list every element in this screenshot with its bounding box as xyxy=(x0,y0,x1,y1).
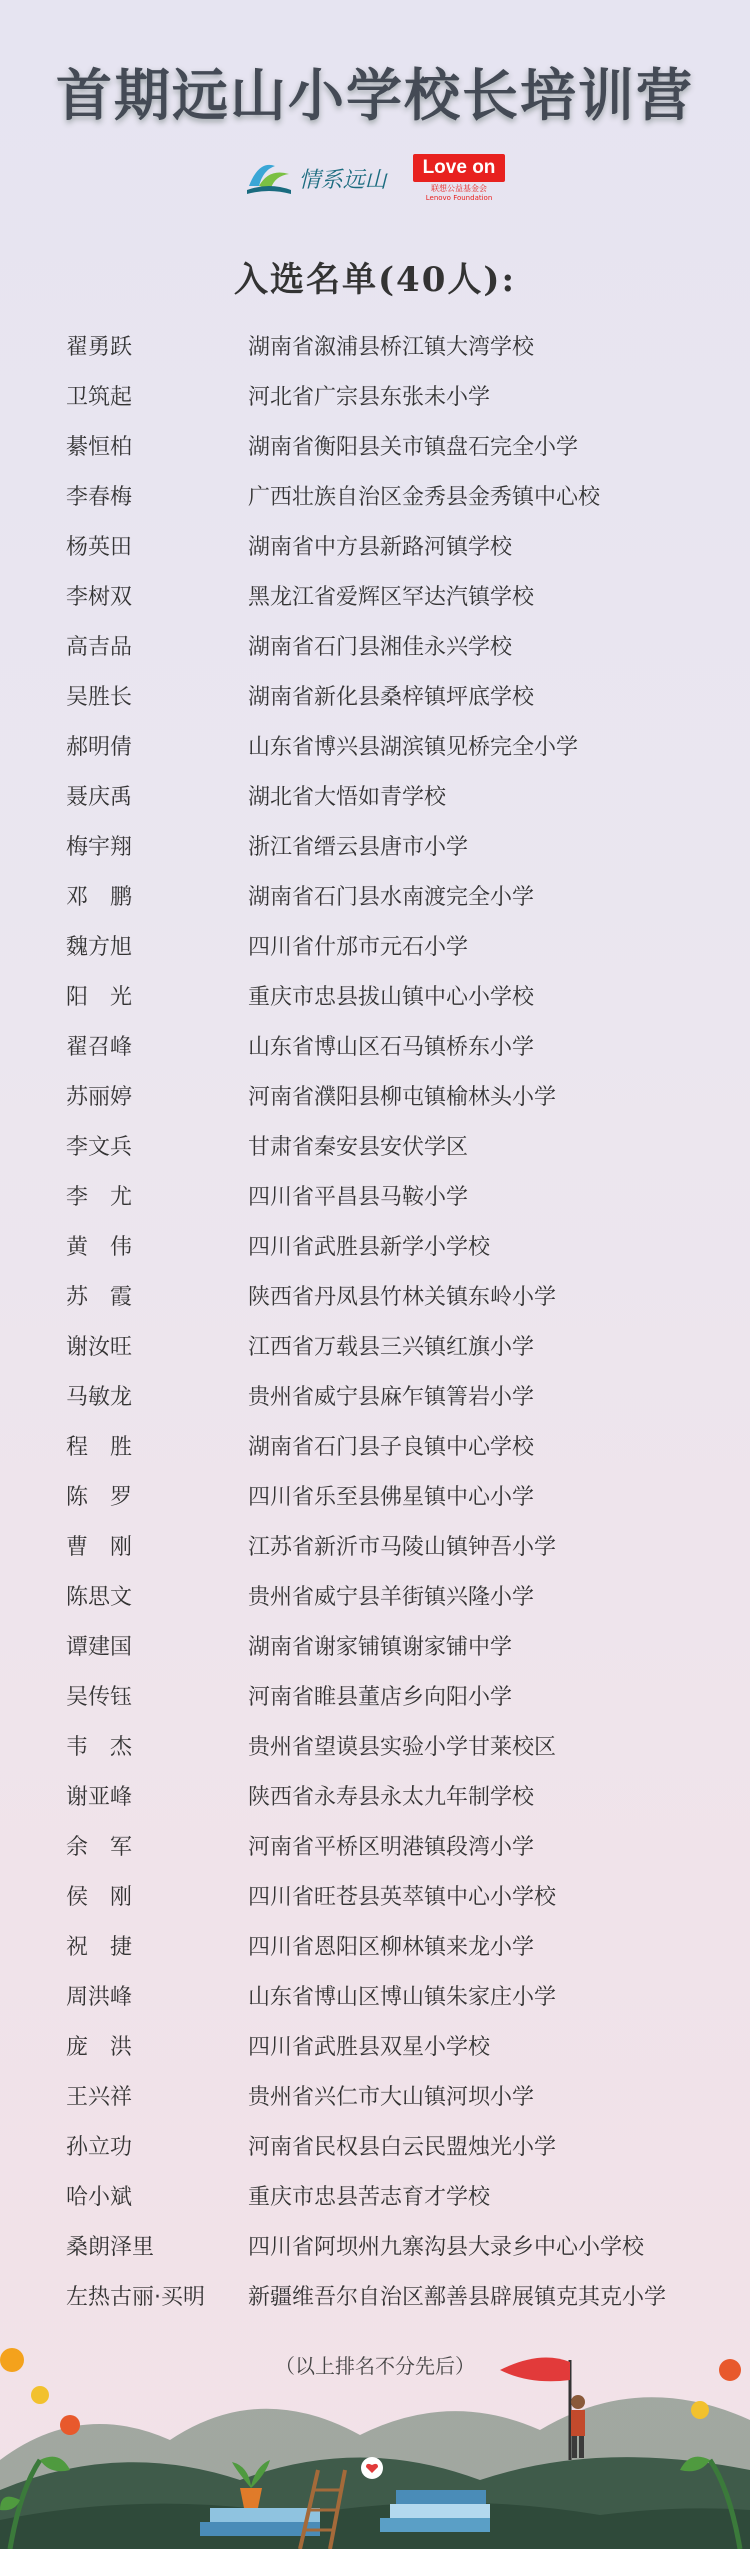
participant-list xyxy=(0,318,750,2318)
participant-name: 孙立功 xyxy=(66,2135,133,2160)
participant-name: 魏方旭 xyxy=(66,935,133,960)
participant-school: 湖南省溆浦县桥江镇大湾学校 xyxy=(248,335,535,360)
qingxi-logo-text: 情系远山 xyxy=(298,167,387,193)
list-item xyxy=(0,1818,750,1868)
participant-school: 河南省民权县白云民盟烛光小学 xyxy=(248,2135,557,2160)
participant-school: 浙江省缙云县唐市小学 xyxy=(248,835,469,860)
participant-school: 四川省乐至县佛星镇中心小学 xyxy=(248,1485,535,1510)
participant-school: 重庆市忠县苦志育才学校 xyxy=(248,2185,491,2210)
list-item xyxy=(0,518,750,568)
qingxi-logo-icon xyxy=(245,156,293,200)
participant-name: 王兴祥 xyxy=(66,2085,133,2110)
participant-school: 江苏省新沂市马陵山镇钟吾小学 xyxy=(248,1535,557,1560)
participant-school: 河南省平桥区明港镇段湾小学 xyxy=(248,1835,535,1860)
list-item xyxy=(0,1618,750,1668)
participant-name: 聂庆禹 xyxy=(66,785,133,810)
participant-name: 李春梅 xyxy=(66,485,133,510)
participant-school: 河北省广宗县东张未小学 xyxy=(248,385,491,410)
participant-school: 广西壮族自治区金秀县金秀镇中心校 xyxy=(248,485,601,510)
participant-school: 甘肃省秦安县安伏学区 xyxy=(248,1135,469,1160)
list-item xyxy=(0,768,750,818)
participant-school: 山东省博山区石马镇桥东小学 xyxy=(248,1035,535,1060)
list-item xyxy=(0,868,750,918)
participant-school: 湖南省新化县桑梓镇坪底学校 xyxy=(248,685,535,710)
list-item xyxy=(0,918,750,968)
participant-school: 湖北省大悟如青学校 xyxy=(248,785,447,810)
heart-bubble-icon xyxy=(361,2457,383,2479)
participant-school: 陕西省丹凤县竹林关镇东岭小学 xyxy=(248,1285,557,1310)
participant-school: 贵州省兴仁市大山镇河坝小学 xyxy=(248,2085,535,2110)
list-item xyxy=(0,1018,750,1068)
participant-name: 陈罗 xyxy=(66,1485,155,1510)
participant-school: 四川省平昌县马鞍小学 xyxy=(248,1185,469,1210)
participant-name: 马敏龙 xyxy=(66,1385,133,1410)
list-item xyxy=(0,468,750,518)
participant-name: 李尤 xyxy=(66,1185,155,1210)
list-item xyxy=(0,1068,750,1118)
participant-name: 杨英田 xyxy=(66,535,133,560)
participant-name: 曹刚 xyxy=(66,1535,155,1560)
participant-school: 山东省博山区博山镇朱家庄小学 xyxy=(248,1985,557,2010)
list-item xyxy=(0,368,750,418)
participant-name: 程胜 xyxy=(66,1435,155,1460)
participant-school: 湖南省谢家铺镇谢家铺中学 xyxy=(248,1635,513,1660)
participant-school: 河南省濮阳县柳屯镇榆林头小学 xyxy=(248,1085,557,1110)
list-item xyxy=(0,2018,750,2068)
list-item xyxy=(0,618,750,668)
list-item xyxy=(0,1718,750,1768)
participant-name: 吴胜长 xyxy=(66,685,133,710)
participant-school: 陕西省永寿县永太九年制学校 xyxy=(248,1785,535,1810)
participant-name: 綦恒柏 xyxy=(66,435,133,460)
participant-name: 梅宇翔 xyxy=(66,835,133,860)
participant-school: 河南省睢县董店乡向阳小学 xyxy=(248,1685,513,1710)
participant-name: 邓鹏 xyxy=(66,885,155,910)
participant-name: 谢汝旺 xyxy=(66,1335,133,1360)
list-item xyxy=(0,668,750,718)
participant-school: 四川省什邡市元石小学 xyxy=(248,935,469,960)
list-item xyxy=(0,1318,750,1368)
participant-name: 翟勇跃 xyxy=(66,335,133,360)
participant-school: 四川省武胜县双星小学校 xyxy=(248,2035,491,2060)
list-item xyxy=(0,818,750,868)
participant-name: 苏丽婷 xyxy=(66,1085,133,1110)
list-item xyxy=(0,1418,750,1468)
participant-name: 余军 xyxy=(66,1835,155,1860)
list-item xyxy=(0,2168,750,2218)
list-item xyxy=(0,1518,750,1568)
participant-school: 湖南省石门县水南渡完全小学 xyxy=(248,885,535,910)
participant-school: 江西省万载县三兴镇红旗小学 xyxy=(248,1335,535,1360)
participant-name: 左热古丽·买明 xyxy=(66,2285,205,2310)
participant-school: 四川省旺苍县英萃镇中心小学校 xyxy=(248,1885,557,1910)
participant-school: 湖南省石门县子良镇中心学校 xyxy=(248,1435,535,1460)
list-item xyxy=(0,1268,750,1318)
participant-name: 阳光 xyxy=(66,985,155,1010)
loveon-sub-en: Lenovo Foundation xyxy=(425,194,493,202)
participant-name: 谢亚峰 xyxy=(66,1785,133,1810)
logo-bar xyxy=(0,152,750,204)
list-item xyxy=(0,1918,750,1968)
participant-school: 湖南省石门县湘佳永兴学校 xyxy=(248,635,513,660)
participant-school: 贵州省威宁县羊街镇兴隆小学 xyxy=(248,1585,535,1610)
list-heading: 入选名单(40人): xyxy=(233,260,517,300)
list-item xyxy=(0,1768,750,1818)
list-item xyxy=(0,1468,750,1518)
list-item xyxy=(0,1218,750,1268)
loveon-sub-cn: 联想公益基金会 xyxy=(431,184,487,193)
participant-name: 郝明倩 xyxy=(66,735,133,760)
participant-school: 湖南省衡阳县关市镇盘石完全小学 xyxy=(248,435,579,460)
list-item xyxy=(0,968,750,1018)
list-item xyxy=(0,1118,750,1168)
page-title: 首期远山小学校长培训营 xyxy=(56,63,694,129)
participant-school: 新疆维吾尔自治区鄯善县辟展镇克其克小学 xyxy=(248,2285,667,2310)
participant-name: 黄伟 xyxy=(66,1235,155,1260)
ranking-note: （以上排名不分先后） xyxy=(275,2354,475,2378)
participant-name: 高吉品 xyxy=(66,635,133,660)
participant-school: 湖南省中方县新路河镇学校 xyxy=(248,535,513,560)
participant-name: 侯刚 xyxy=(66,1885,155,1910)
participant-name: 李文兵 xyxy=(66,1135,133,1160)
list-item xyxy=(0,1968,750,2018)
list-item xyxy=(0,1368,750,1418)
list-item xyxy=(0,2068,750,2118)
list-item xyxy=(0,418,750,468)
participant-school: 贵州省望谟县实验小学甘莱校区 xyxy=(248,1735,557,1760)
lenovo-foundation-logo xyxy=(413,154,506,202)
list-item xyxy=(0,2268,750,2318)
list-item xyxy=(0,2218,750,2268)
participant-name: 翟召峰 xyxy=(66,1035,133,1060)
list-item xyxy=(0,318,750,368)
participant-name: 哈小斌 xyxy=(66,2185,133,2210)
participant-school: 贵州省威宁县麻乍镇箐岩小学 xyxy=(248,1385,535,1410)
list-item xyxy=(0,1568,750,1618)
participant-school: 黑龙江省爱辉区罕达汽镇学校 xyxy=(248,585,535,610)
list-item xyxy=(0,2118,750,2168)
participant-name: 谭建国 xyxy=(66,1635,133,1660)
mountain-scene-illustration xyxy=(0,2340,750,2549)
participant-name: 卫筑起 xyxy=(66,385,133,410)
participant-school: 四川省恩阳区柳林镇来龙小学 xyxy=(248,1935,535,1960)
participant-name: 苏霞 xyxy=(66,1285,155,1310)
participant-name: 周洪峰 xyxy=(66,1985,133,2010)
participant-school: 山东省博兴县湖滨镇见桥完全小学 xyxy=(248,735,579,760)
participant-name: 陈思文 xyxy=(66,1585,133,1610)
participant-school: 四川省阿坝州九寨沟县大录乡中心小学校 xyxy=(248,2235,645,2260)
participant-name: 吴传钰 xyxy=(66,1685,133,1710)
list-item xyxy=(0,1868,750,1918)
participant-name: 韦杰 xyxy=(66,1735,155,1760)
participant-name: 李树双 xyxy=(66,585,133,610)
list-item xyxy=(0,1168,750,1218)
participant-school: 四川省武胜县新学小学校 xyxy=(248,1235,491,1260)
list-item xyxy=(0,718,750,768)
list-item xyxy=(0,1668,750,1718)
participant-name: 庞洪 xyxy=(66,2035,155,2060)
list-item xyxy=(0,568,750,618)
participant-name: 桑朗泽里 xyxy=(66,2235,155,2260)
participant-name: 祝捷 xyxy=(66,1935,155,1960)
loveon-logo-text: Love on xyxy=(413,154,506,182)
qingxi-logo xyxy=(245,156,387,200)
participant-school: 重庆市忠县拔山镇中心小学校 xyxy=(248,985,535,1010)
